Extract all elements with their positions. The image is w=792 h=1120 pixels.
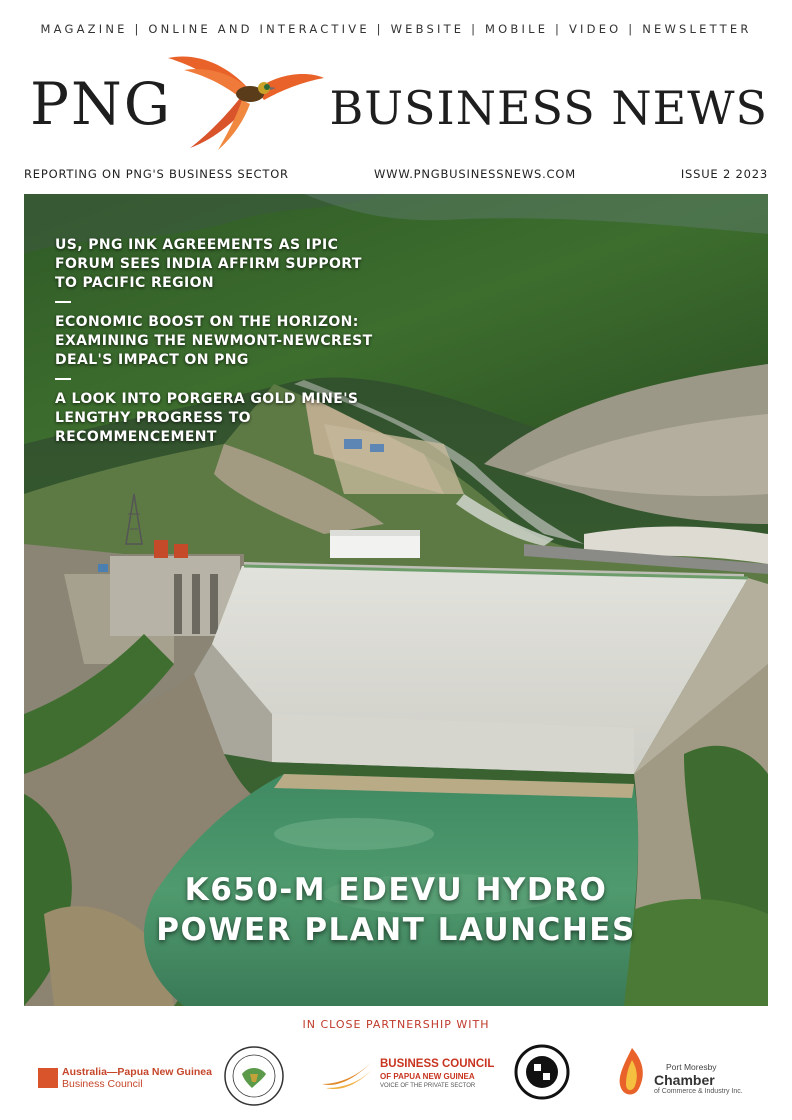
tagline: REPORTING ON PNG'S BUSINESS SECTOR bbox=[24, 167, 289, 181]
flame-icon bbox=[612, 1046, 652, 1100]
issue-number: ISSUE 2 2023 bbox=[680, 167, 768, 181]
bc-slogan: VOICE OF THE PRIVATE SECTOR bbox=[380, 1083, 476, 1089]
partnership-title: IN CLOSE PARTNERSHIP WITH bbox=[302, 1018, 490, 1031]
bc-name-line-1: BUSINESS COUNCIL bbox=[380, 1058, 495, 1070]
masthead-business-news: BUSINESS NEWS bbox=[329, 81, 768, 135]
story-porgera-mine[interactable]: A LOOK INTO PORGERA GOLD MINE'S LENGTHY PROGRESS TO RECOMMENCEMENT bbox=[55, 391, 359, 445]
story-separator bbox=[55, 378, 71, 380]
lae-chamber-of-commerce-seal-icon[interactable] bbox=[514, 1042, 570, 1102]
cover-headline[interactable] bbox=[24, 870, 768, 950]
headline-line-1: K650-M EDEVU HYDRO bbox=[184, 872, 608, 908]
png-chamber-of-mines-seal-icon[interactable] bbox=[222, 1044, 286, 1108]
masthead bbox=[24, 66, 768, 146]
apng-name-line-1: Australia—Papua New Guinea bbox=[62, 1066, 212, 1078]
story-ipic-forum[interactable]: US, PNG INK AGREEMENTS AS IPIC FORUM SEES INDIA AFFIRM SUPPORT TO PACIFIC REGION bbox=[55, 237, 362, 291]
cover-photo bbox=[24, 194, 768, 1006]
bird-of-paradise-logo bbox=[156, 44, 326, 154]
pom-name-line-1: Port Moresby bbox=[666, 1062, 717, 1072]
info-bar bbox=[24, 167, 768, 183]
headline-line-2: POWER PLANT LAUNCHES bbox=[156, 912, 636, 948]
story-newmont-newcrest[interactable]: ECONOMIC BOOST ON THE HORIZON: EXAMINING THE NEWMONT-NEWCREST DEAL'S IMPACT ON PNG bbox=[55, 314, 373, 368]
apng-square-icon bbox=[38, 1068, 58, 1088]
pom-name-line-2: Chamber bbox=[654, 1072, 715, 1088]
pom-name-line-3: of Commerce & Industry Inc. bbox=[654, 1088, 743, 1095]
story-separator bbox=[55, 301, 71, 303]
cover-stories bbox=[55, 236, 375, 447]
partner-logos bbox=[24, 1040, 768, 1110]
masthead-png: PNG bbox=[30, 70, 173, 138]
apng-business-council-logo[interactable] bbox=[38, 1065, 212, 1091]
business-council-swoosh-icon bbox=[318, 1054, 378, 1094]
business-council-png-logo[interactable] bbox=[318, 1050, 495, 1100]
channel-list: MAGAZINE | ONLINE AND INTERACTIVE | WEBSITE | MOBILE | VIDEO | NEWSLETTER bbox=[40, 22, 752, 36]
apng-name-line-2: Business Council bbox=[62, 1078, 143, 1090]
bc-name-line-2: OF PAPUA NEW GUINEA bbox=[380, 1072, 475, 1081]
website-link[interactable]: WWW.PNGBUSINESSNEWS.COM bbox=[374, 167, 576, 181]
port-moresby-chamber-logo[interactable] bbox=[612, 1046, 768, 1102]
